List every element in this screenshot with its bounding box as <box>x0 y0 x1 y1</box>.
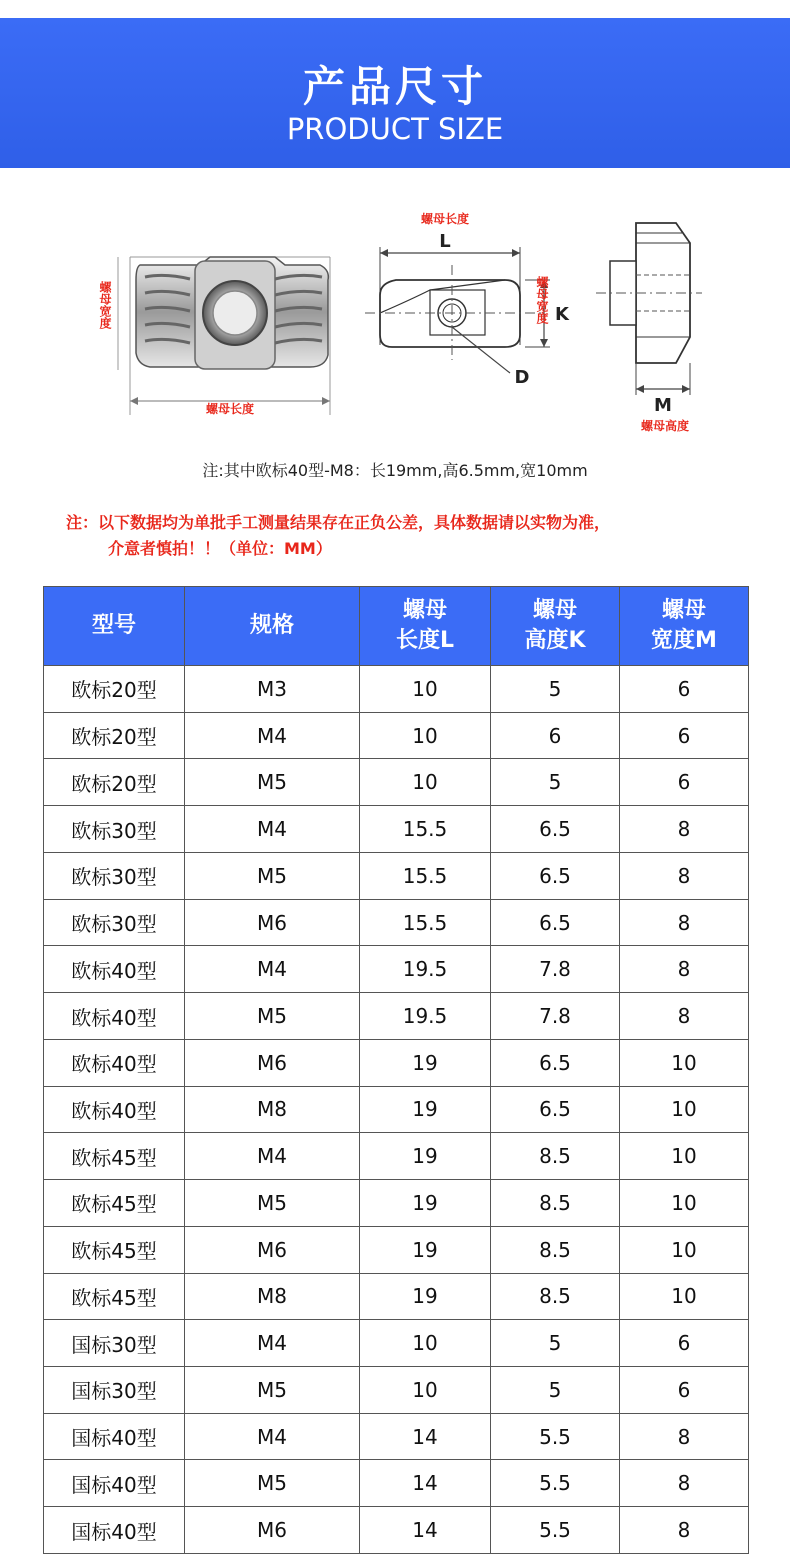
cell-width: 8 <box>620 899 749 946</box>
cell-spec: M5 <box>185 1367 360 1414</box>
cell-model: 国标40型 <box>44 1413 185 1460</box>
nut-side-view <box>596 223 702 433</box>
dim-L-letter: L <box>439 231 451 252</box>
cell-model: 欧标30型 <box>44 899 185 946</box>
cell-width: 8 <box>620 993 749 1040</box>
nut-dimension-diagram <box>0 195 790 445</box>
cell-height: 8.5 <box>491 1273 620 1320</box>
table-row <box>44 759 749 806</box>
cell-length: 19 <box>360 1133 491 1180</box>
cell-length: 19 <box>360 1039 491 1086</box>
cell-height: 5.5 <box>491 1413 620 1460</box>
cell-width: 6 <box>620 1320 749 1367</box>
cell-spec: M8 <box>185 1086 360 1133</box>
cell-length: 10 <box>360 1367 491 1414</box>
table-row <box>44 1507 749 1554</box>
cell-height: 5 <box>491 1367 620 1414</box>
table-row <box>44 712 749 759</box>
table-row <box>44 1273 749 1320</box>
cell-model: 欧标30型 <box>44 806 185 853</box>
cell-spec: M6 <box>185 1507 360 1554</box>
cell-spec: M6 <box>185 1226 360 1273</box>
cell-length: 15.5 <box>360 852 491 899</box>
cell-width: 6 <box>620 1367 749 1414</box>
right-height-label: 螺母高度 <box>640 419 690 433</box>
cell-spec: M4 <box>185 806 360 853</box>
cell-height: 8.5 <box>491 1133 620 1180</box>
header-height: 螺母 高度K <box>491 587 620 666</box>
nut-photo <box>118 257 330 415</box>
cell-length: 10 <box>360 712 491 759</box>
table-row <box>44 666 749 713</box>
cell-height: 6 <box>491 712 620 759</box>
left-width-label: 螺母宽度 <box>98 281 112 329</box>
cell-spec: M4 <box>185 1133 360 1180</box>
cell-height: 7.8 <box>491 946 620 993</box>
cell-spec: M5 <box>185 852 360 899</box>
cell-spec: M5 <box>185 759 360 806</box>
cell-spec: M6 <box>185 899 360 946</box>
cell-length: 14 <box>360 1507 491 1554</box>
cell-length: 15.5 <box>360 899 491 946</box>
table-row <box>44 1039 749 1086</box>
page-title: 产品尺寸 <box>302 62 487 111</box>
cell-model: 欧标40型 <box>44 946 185 993</box>
cell-model: 欧标40型 <box>44 1086 185 1133</box>
size-table <box>43 586 749 1554</box>
table-row <box>44 1180 749 1227</box>
cell-spec: M6 <box>185 1039 360 1086</box>
cell-width: 6 <box>620 666 749 713</box>
cell-width: 10 <box>620 1180 749 1227</box>
cell-spec: M5 <box>185 1460 360 1507</box>
cell-length: 19 <box>360 1180 491 1227</box>
cell-model: 欧标45型 <box>44 1180 185 1227</box>
cell-height: 6.5 <box>491 806 620 853</box>
table-header-row <box>44 587 749 666</box>
table-row <box>44 946 749 993</box>
left-length-label: 螺母长度 <box>205 402 255 416</box>
dim-M-letter: M <box>654 395 672 416</box>
cell-model: 欧标20型 <box>44 712 185 759</box>
table-row <box>44 1086 749 1133</box>
cell-width: 10 <box>620 1039 749 1086</box>
cell-model: 欧标45型 <box>44 1133 185 1180</box>
cell-model: 国标30型 <box>44 1320 185 1367</box>
cell-height: 5 <box>491 1320 620 1367</box>
cell-model: 欧标30型 <box>44 852 185 899</box>
cell-width: 10 <box>620 1133 749 1180</box>
cell-spec: M5 <box>185 993 360 1040</box>
cell-width: 8 <box>620 1507 749 1554</box>
table-row <box>44 993 749 1040</box>
cell-spec: M3 <box>185 666 360 713</box>
cell-height: 8.5 <box>491 1226 620 1273</box>
cell-height: 6.5 <box>491 899 620 946</box>
cell-model: 欧标40型 <box>44 1039 185 1086</box>
warning-line-2: 介意者慎拍！！（单位：MM） <box>108 539 332 558</box>
table-row <box>44 1226 749 1273</box>
cell-spec: M4 <box>185 946 360 993</box>
cell-height: 6.5 <box>491 852 620 899</box>
cell-spec: M4 <box>185 1320 360 1367</box>
table-row <box>44 1133 749 1180</box>
cell-length: 15.5 <box>360 806 491 853</box>
header-banner <box>0 18 790 168</box>
cell-spec: M4 <box>185 1413 360 1460</box>
nut-front-view <box>365 211 570 388</box>
cell-length: 19 <box>360 1226 491 1273</box>
cell-height: 8.5 <box>491 1180 620 1227</box>
cell-model: 国标40型 <box>44 1460 185 1507</box>
cell-width: 10 <box>620 1226 749 1273</box>
cell-length: 19 <box>360 1086 491 1133</box>
cell-width: 6 <box>620 759 749 806</box>
cell-width: 10 <box>620 1273 749 1320</box>
mid-width-label: 螺母宽度 <box>535 276 549 324</box>
cell-length: 19.5 <box>360 993 491 1040</box>
cell-width: 8 <box>620 852 749 899</box>
table-row <box>44 1320 749 1367</box>
table-row <box>44 1413 749 1460</box>
cell-width: 10 <box>620 1086 749 1133</box>
table-row <box>44 806 749 853</box>
cell-spec: M4 <box>185 712 360 759</box>
cell-spec: M8 <box>185 1273 360 1320</box>
cell-height: 5 <box>491 666 620 713</box>
page-subtitle: PRODUCT SIZE <box>286 112 504 146</box>
table-row <box>44 852 749 899</box>
header-model: 型号 <box>44 587 185 666</box>
header-spec: 规格 <box>185 587 360 666</box>
cell-spec: M5 <box>185 1180 360 1227</box>
dim-D-letter: D <box>514 367 530 388</box>
cell-height: 6.5 <box>491 1039 620 1086</box>
mid-length-label: 螺母长度 <box>420 212 470 226</box>
cell-width: 8 <box>620 946 749 993</box>
spec-note: 注:其中欧标40型-M8：长19mm,高6.5mm,宽10mm <box>202 461 588 480</box>
cell-length: 14 <box>360 1413 491 1460</box>
table-row <box>44 899 749 946</box>
table-row <box>44 1367 749 1414</box>
cell-length: 10 <box>360 1320 491 1367</box>
warning-line-1: 注：以下数据均为单批手工测量结果存在正负公差，具体数据请以实物为准， <box>66 513 611 532</box>
cell-model: 欧标45型 <box>44 1273 185 1320</box>
cell-height: 5.5 <box>491 1460 620 1507</box>
cell-height: 6.5 <box>491 1086 620 1133</box>
cell-model: 国标40型 <box>44 1507 185 1554</box>
cell-length: 19 <box>360 1273 491 1320</box>
table-row <box>44 1460 749 1507</box>
cell-length: 10 <box>360 666 491 713</box>
cell-model: 欧标45型 <box>44 1226 185 1273</box>
cell-height: 5 <box>491 759 620 806</box>
cell-height: 7.8 <box>491 993 620 1040</box>
cell-model: 欧标20型 <box>44 759 185 806</box>
cell-height: 5.5 <box>491 1507 620 1554</box>
cell-model: 欧标20型 <box>44 666 185 713</box>
cell-width: 8 <box>620 806 749 853</box>
cell-width: 6 <box>620 712 749 759</box>
dim-K-letter: K <box>555 304 569 325</box>
cell-length: 19.5 <box>360 946 491 993</box>
tolerance-warning <box>66 510 610 562</box>
cell-model: 欧标40型 <box>44 993 185 1040</box>
cell-length: 14 <box>360 1460 491 1507</box>
cell-length: 10 <box>360 759 491 806</box>
header-width: 螺母 宽度M <box>620 587 749 666</box>
cell-width: 8 <box>620 1460 749 1507</box>
header-length: 螺母 长度L <box>360 587 491 666</box>
cell-model: 国标30型 <box>44 1367 185 1414</box>
cell-width: 8 <box>620 1413 749 1460</box>
